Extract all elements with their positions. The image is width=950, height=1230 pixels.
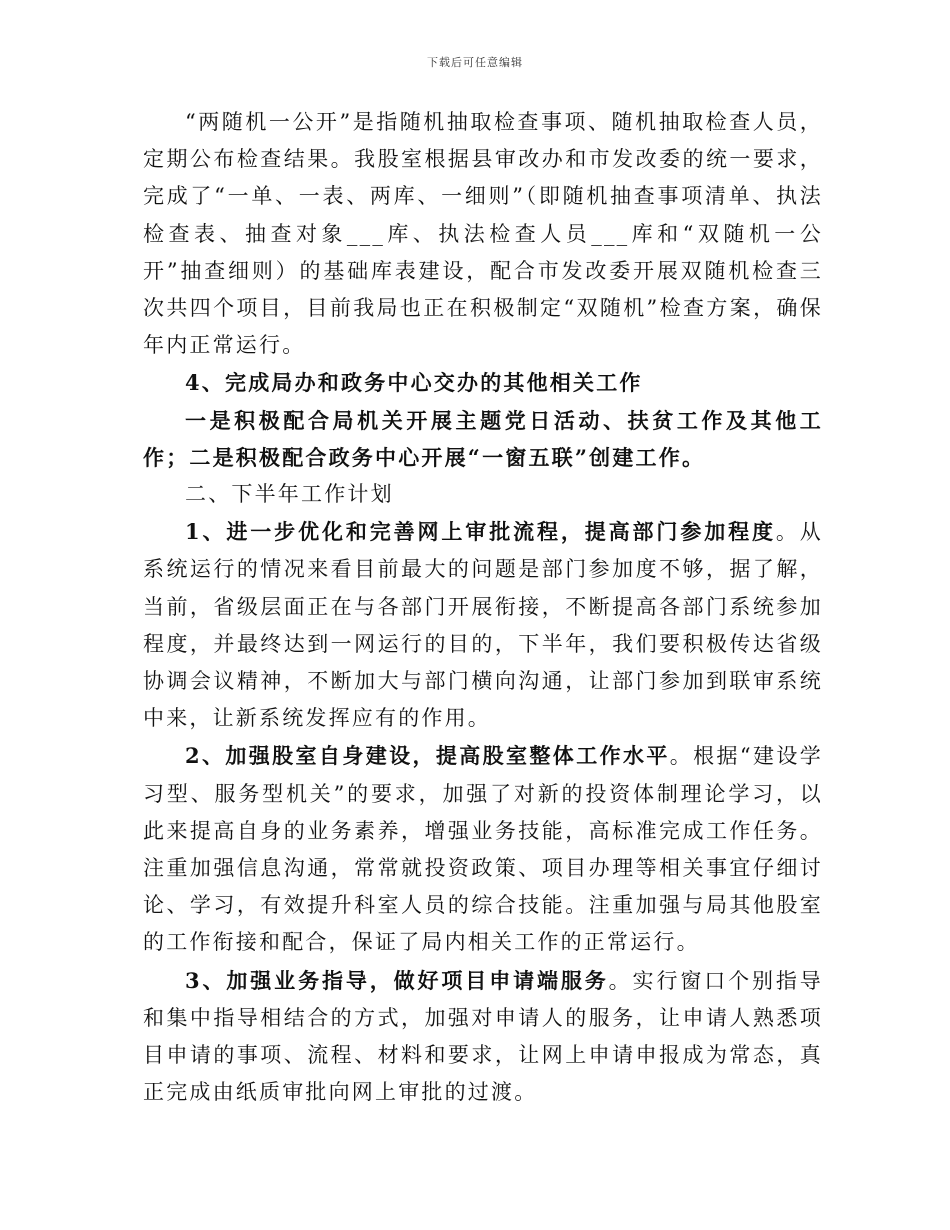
paragraph-plan-1	[143, 513, 823, 737]
paragraph-plan-2	[143, 737, 823, 961]
paragraph-random-inspection: “两随机一公开”是指随机抽取检查事项、随机抽取检查人员，定期公布检查结果。我股室根据县审改办和市发改委的统一要求，完成了“一单、一表、两库、一细则”（即随机抽查事项清单、执法检查表、抽查对象___库、执法检查人员___库和“双随机一公开”抽查细则）的基础库表建设，配合市发改委开展双随机检查三次共四个项目，目前我局也正在积极制定“双随机”检查方案，确保年内正常运行。	[143, 110, 823, 358]
plan-1-text: 。从系统运行的情况来看目前最大的问题是部门参加度不够，据了解，当前，省级层面正在与各部门开展衔接，不断提高各部门系统参加程度，并最终达到一网运行的目的，下半年，我们要积极传达省级协调会议精神，不断加大与部门横向沟通，让部门参加到联审系统中来，让新系统发挥应有的作用。	[143, 520, 823, 731]
page-header-note: 下载后可任意编辑	[427, 56, 523, 69]
paragraph-plan-3	[143, 962, 823, 1112]
heading-other-work: 4、完成局办和政务中心交办的其他相关工作	[185, 370, 643, 396]
plan-2-text: 。根据“建设学习型、服务型机关”的要求，加强了对新的投资体制理论学习，以此来提高自身的业务素养，增强业务技能，高标准完成工作任务。注重加强信息沟通，常常就投资政策、项目办理等相关事宜仔细讨论、学习，有效提升科室人员的综合技能。注重加强与局其他股室的工作衔接和配合，保证了局内相关工作的正常运行。	[143, 744, 824, 955]
document-body	[143, 104, 823, 1111]
heading-second-half-plan: 二、下半年工作计划	[185, 482, 394, 507]
plan-3-title: 3、加强业务指导，做好项目申请端服务	[185, 967, 609, 993]
plan-2-title: 2、加强股室自身建设，提高股室整体工作水平	[185, 743, 670, 769]
plan-1-title: 1、进一步优化和完善网上审批流程，提高部门参加程度	[185, 519, 776, 545]
plan-3-text: 。实行窗口个别指导和集中指导相结合的方式，加强对申请人的服务，让申请人熟悉项目申请的事项、流程、材料和要求，让网上申请申报成为常态，真正完成由纸质审批向网上审批的过渡。	[143, 968, 823, 1105]
paragraph-other-work: 一是积极配合局机关开展主题党日活动、扶贫工作及其他工作；二是积极配合政务中心开展“一窗五联”创建工作。	[143, 407, 823, 470]
